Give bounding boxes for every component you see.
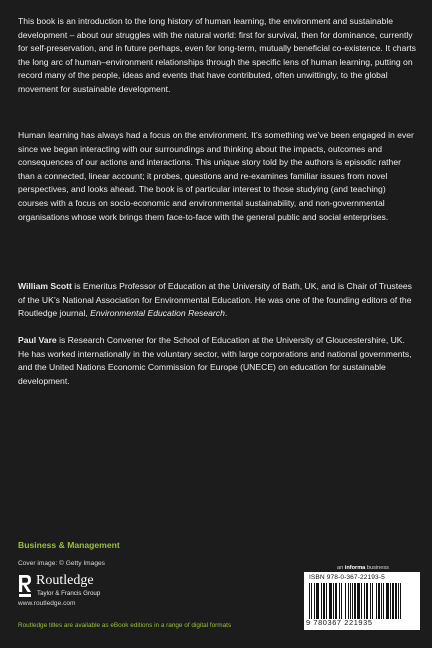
cover-image-credit: Cover image: © Getty Images (18, 560, 105, 567)
isbn-number: ISBN 978-0-367-22193-5 (309, 574, 385, 581)
blurb-text-2: Human learning has always had a focus on the environment. It’s something we’ve been engaged in ever since we began interacting with our surroundings and thinking about the impacts, outcomes and consequences of our actions and interactions. This unique story told by the authors is episodic rather than a connected, linear account; it probes, questions and re-examines familiar issues from novel perspectives, and looks ahead. The book is of particular interest to those studying (and teaching) courses with a focus on socio-economic and environmental sustainability, and non-governmental organisations whose work brings them face-to-face with the general public and social enterprises. (18, 130, 414, 222)
author-bio-2 (18, 334, 416, 388)
barcode-panel (304, 572, 420, 630)
blurb-text-1: This book is an introduction to the long history of human learning, the environment and sustainable development – about our struggles with the natural world: first for survival, then for dominance, currently for self-preservation, and in future perhaps, even for long-term, mutually beneficial co-existence. It charts the long arc of human–environment relationships through the specific lens of human learning, putting on record many of the people, ideas and events that have contributed, often unwittingly, to the global movement for sustainable development. (18, 16, 416, 94)
routledge-logo (18, 573, 158, 603)
blurb-paragraph-2 (18, 129, 416, 224)
author-bio-1 (18, 280, 416, 321)
informa-suffix: business (365, 565, 389, 571)
publisher-name: Routledge (36, 573, 94, 588)
barcode-digits: 9 780367 221935 (306, 618, 373, 627)
publisher-group: Taylor & Francis Group (37, 590, 101, 597)
author-bio-1-body: is Emeritus Professor of Education at the University of Bath, UK, and is Chair of Trustees of the UK’s National Association for Environmental Education. He was one of the founding editors of the Routledge journal, (18, 281, 412, 319)
author-name-2: Paul Vare (18, 335, 57, 345)
routledge-r-mark-icon (18, 573, 32, 599)
author-bio-1-end: . (224, 308, 228, 319)
publisher-website: www.routledge.com (18, 600, 76, 607)
author-bio-2-body: is Research Convener for the School of Education at the University of Gloucestershire, UK. He has worked internationally in the voluntary sector, with large corporations and national governments, and the United Nations Economic Commission for Europe (UNECE) on education for sustainable development. (18, 335, 412, 386)
barcode-bars-icon (309, 583, 415, 619)
author-bio-1-text (18, 280, 416, 321)
informa-prefix: an (337, 565, 345, 571)
ebook-note: Routledge titles are available as eBook editions in a range of digital formats (18, 622, 232, 629)
blurb-paragraph-1 (18, 15, 416, 97)
informa-wordmark: informa (344, 565, 366, 571)
author-name-1: William Scott (18, 281, 72, 291)
journal-title: Environmental Education Research (90, 308, 225, 319)
informa-business-tag (337, 565, 389, 571)
author-bio-2-text (18, 334, 416, 388)
subject-category: Business & Management (18, 540, 120, 550)
